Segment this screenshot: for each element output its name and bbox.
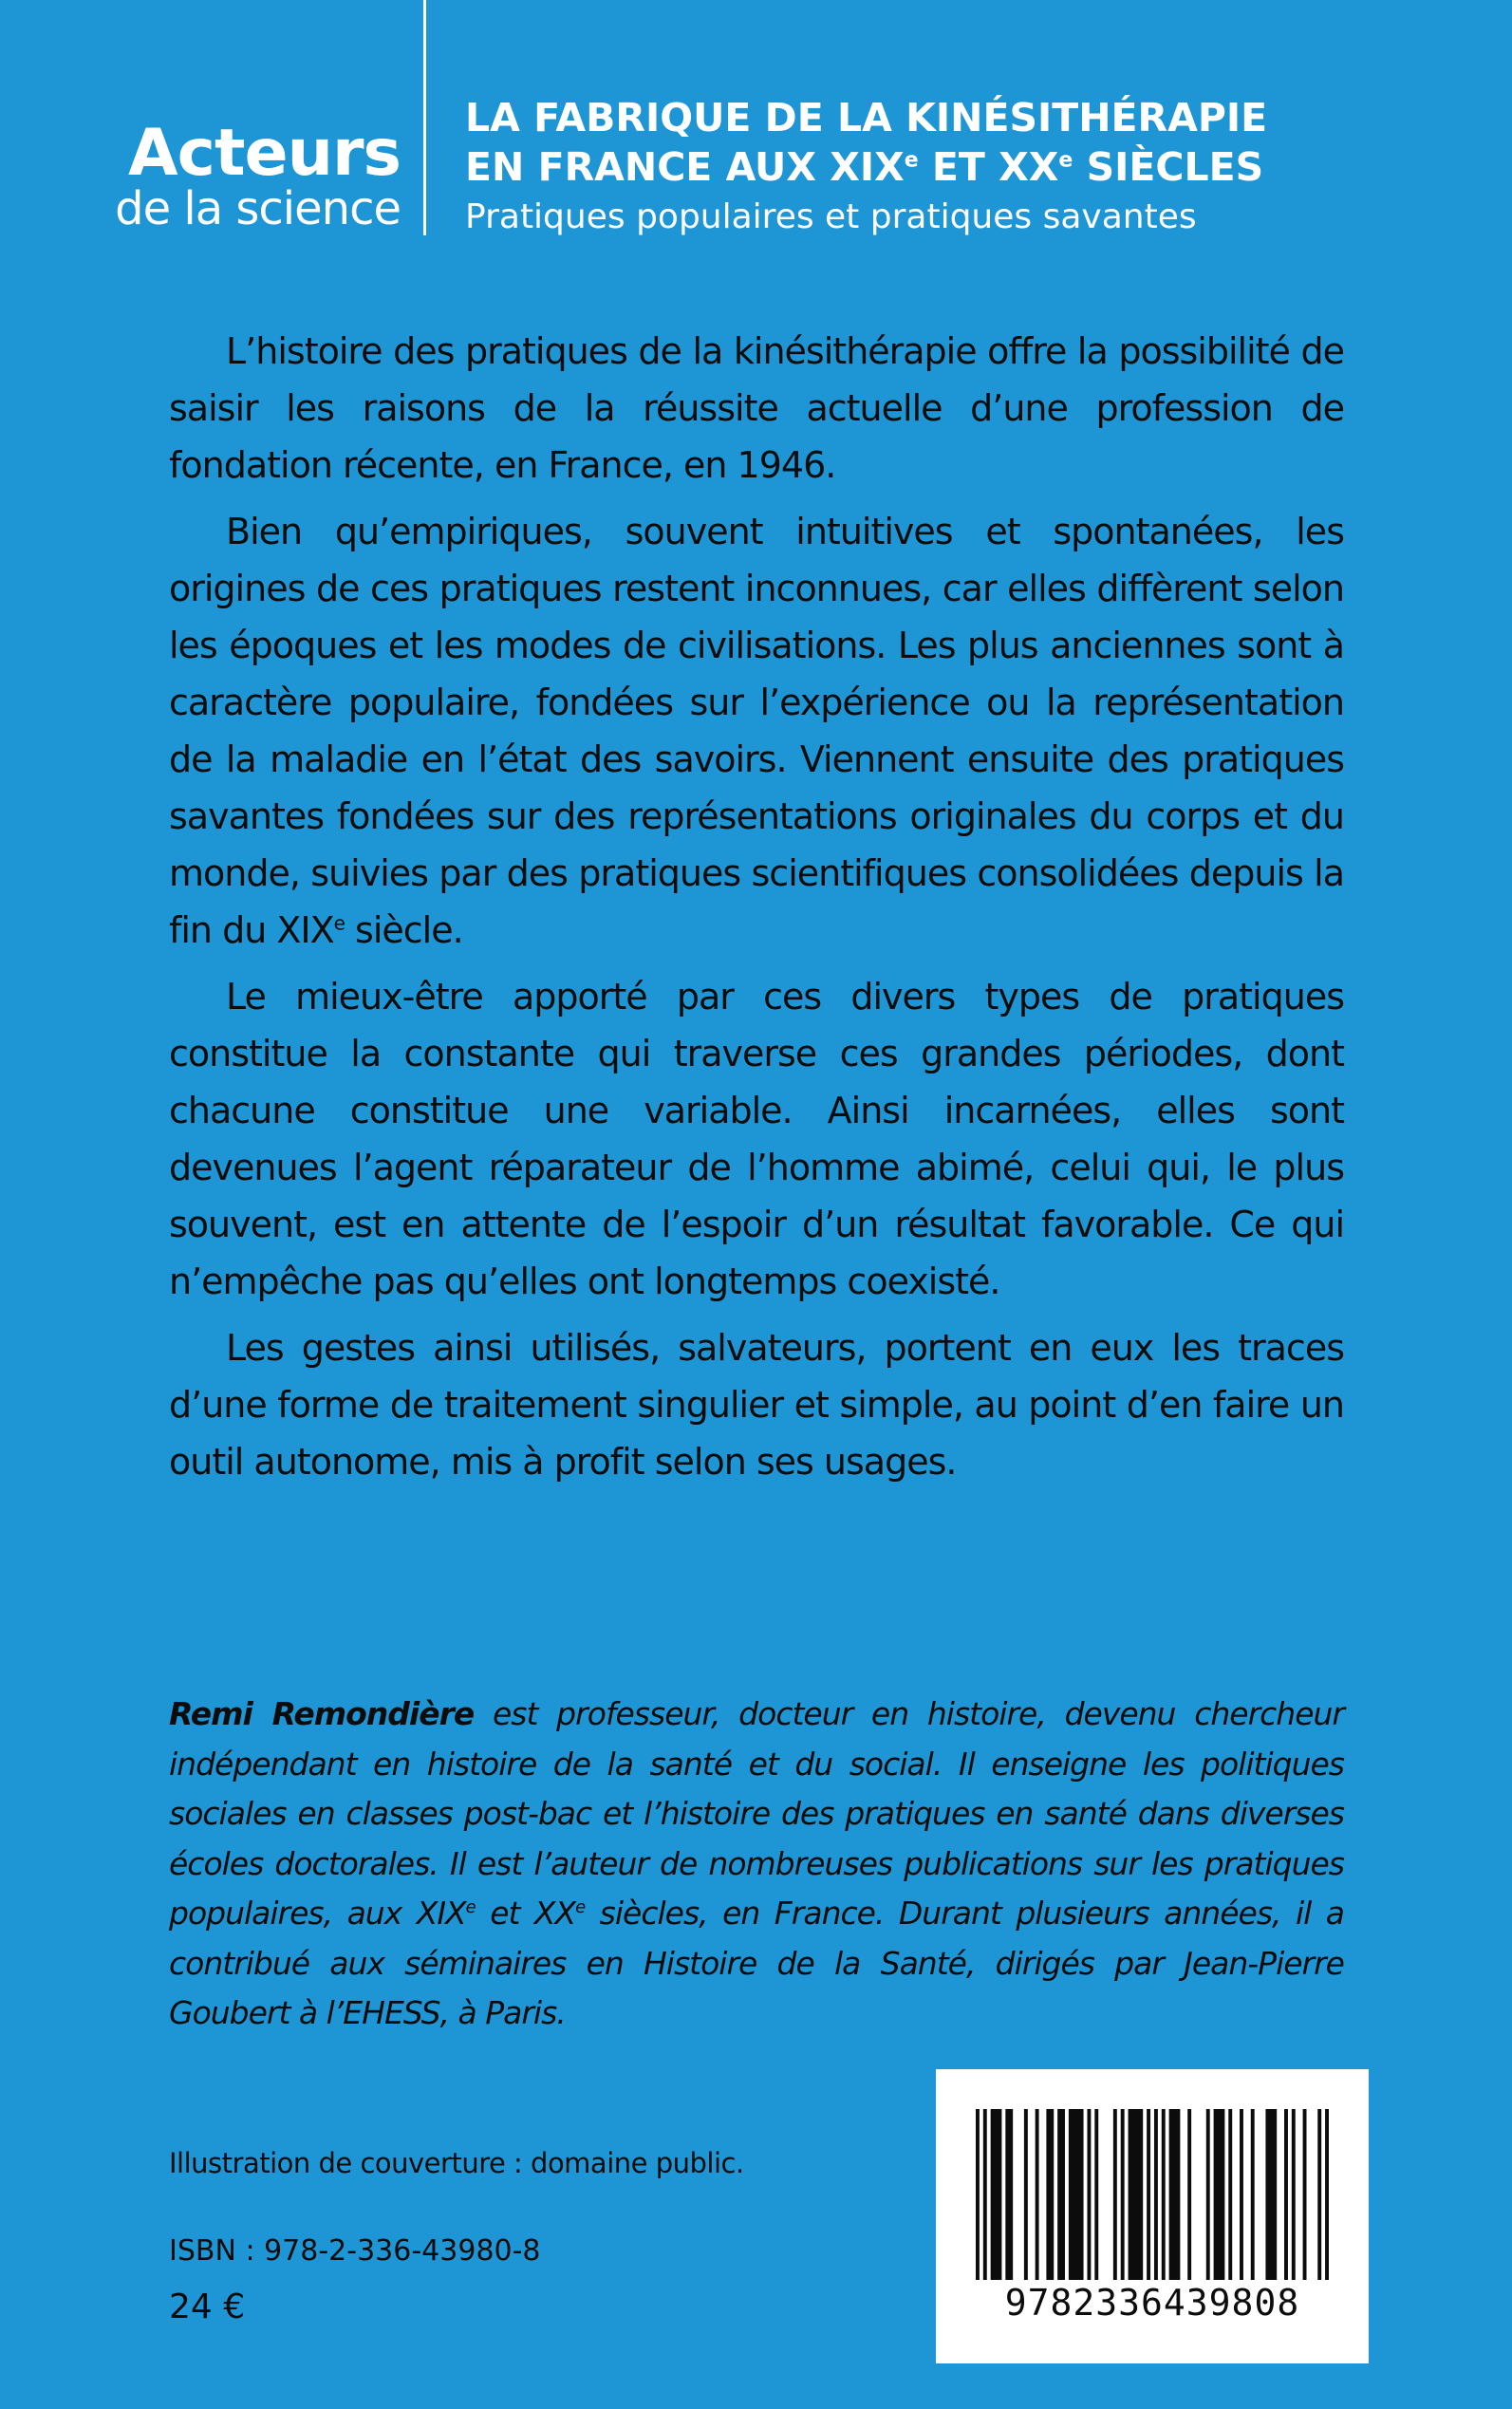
isbn: ISBN : 978-2-336-43980-8: [169, 2234, 541, 2268]
barcode-bar: [1240, 2109, 1243, 2280]
summary-superscript: e: [333, 911, 345, 935]
barcode-bar: [1036, 2109, 1039, 2280]
summary-text: Bien qu’empiriques, souvent intuitives et spontanées, les origines de ces pratiques restent inconnues, car elles diffèrent selon les époques et les modes de civilisations. Les plus anciennes sont à caractère populaire, fondées sur l’expérience ou la représentation de la maladie en l’état des savoirs. Viennent ensuite des pratiques savantes fondées sur des représentations originales du corps et du monde, suivies par des pratiques scientifiques consolidées depuis la fin du XIX: [169, 511, 1344, 951]
author-bio-superscript: e: [465, 1897, 476, 1917]
series-name: Acteurs: [128, 116, 401, 191]
summary-paragraph-2: [169, 503, 1344, 959]
author-name: Remi Remondière: [169, 1695, 475, 1732]
book-title-line1: LA FABRIQUE DE LA KINÉSITHÉRAPIE: [465, 95, 1268, 140]
series-subname: de la science: [115, 182, 401, 235]
barcode-bar: [983, 2109, 987, 2280]
barcode-bar: [1265, 2109, 1277, 2280]
barcode-bar: [1087, 2109, 1091, 2280]
barcode-bar: [1005, 2109, 1013, 2280]
barcode-bar: [1325, 2109, 1329, 2280]
barcode-bar: [1214, 2109, 1225, 2280]
barcode-bar: [1094, 2109, 1098, 2280]
title-superscript: e: [1058, 148, 1073, 173]
barcode-bar: [1129, 2109, 1144, 2280]
title-part: SIÈCLES: [1073, 144, 1264, 190]
author-bio-superscript: e: [575, 1897, 586, 1917]
barcode-bar: [1024, 2109, 1028, 2280]
barcode-bar: [1147, 2109, 1150, 2280]
barcode-bar: [1113, 2109, 1117, 2280]
cover-illustration-credit: Illustration de couverture : domaine public.: [169, 2147, 744, 2179]
barcode-bar: [991, 2109, 1002, 2280]
barcode-bar: [1284, 2109, 1288, 2280]
summary-paragraph-1: L’histoire des pratiques de la kinésithérapie offre la possibilité de saisir les raisons de la réussite actuelle d’une profession de fondation récente, en France, en 1946.: [169, 330, 1344, 486]
summary-paragraph-4: Les gestes ainsi utilisés, salvateurs, portent en eux les traces d’une forme de traitement singulier et simple, au point d’en faire un outil autonome, mis à profit selon ses usages.: [169, 1327, 1344, 1483]
barcode-bar: [1162, 2109, 1166, 2280]
barcode-digits: 9782336439808: [1004, 2282, 1300, 2324]
barcode-bar: [1121, 2109, 1125, 2280]
author-bio-text: siècles, en France. Durant plusieurs années, il a contribué aux séminaires en Histoire de la Santé, dirigés par Jean-Pierre Goubert à l’EHESS, à Paris.: [169, 1895, 1344, 2031]
barcode-bar: [1292, 2109, 1296, 2280]
title-superscript: e: [904, 148, 919, 173]
title-part: ET XX: [918, 144, 1059, 190]
barcode-bars: [976, 2109, 1329, 2280]
book-title-line2: [465, 142, 1490, 192]
barcode-panel: [936, 2069, 1369, 2363]
summary-paragraph-3: Le mieux-être apporté par ces divers types de pratiques constitue la constante qui traverse ces grandes périodes, dont chacune constitue une variable. Ainsi incarnées, elles sont devenues l’agent réparateur de l’homme abimé, celui qui, le plus souvent, est en attente de l’espoir d’un résultat favorable. Ce qui n’empêche pas qu’elles ont longtemps coexisté.: [169, 976, 1344, 1302]
author-bio: [169, 1690, 1344, 2039]
back-cover-summary: [169, 323, 1344, 1500]
barcode-bar: [1057, 2109, 1065, 2280]
header-divider: [423, 0, 426, 235]
author-bio-text: est professeur, docteur en histoire, devenu chercheur indépendant en histoire de la santé et du social. Il enseigne les politiques sociales en classes post-bac et l’histoire des pratiques en santé dans diverses écoles doctorales. Il est l’auteur de nombreuses publications sur les pratiques populaires, aux XIX: [169, 1695, 1344, 1932]
barcode-bar: [1251, 2109, 1255, 2280]
title-part: EN FRANCE AUX XIX: [465, 144, 905, 190]
barcode-bar: [1317, 2109, 1321, 2280]
barcode-bar: [1069, 2109, 1084, 2280]
barcode-bar: [1046, 2109, 1054, 2280]
book-title-block: [465, 93, 1490, 241]
barcode-bar: [1206, 2109, 1210, 2280]
barcode-bar: [1187, 2109, 1191, 2280]
book-subtitle: Pratiques populaires et pratiques savantes: [465, 197, 1197, 236]
summary-text: siècle.: [344, 909, 463, 951]
author-bio-text: et XX: [475, 1895, 576, 1932]
price: 24 €: [169, 2288, 246, 2326]
barcode-bar: [1228, 2109, 1232, 2280]
barcode-bar: [976, 2109, 980, 2280]
barcode-bar: [1169, 2109, 1181, 2280]
series-logo: [97, 116, 401, 235]
barcode-bar: [1303, 2109, 1307, 2280]
barcode-bar: [1154, 2109, 1158, 2280]
